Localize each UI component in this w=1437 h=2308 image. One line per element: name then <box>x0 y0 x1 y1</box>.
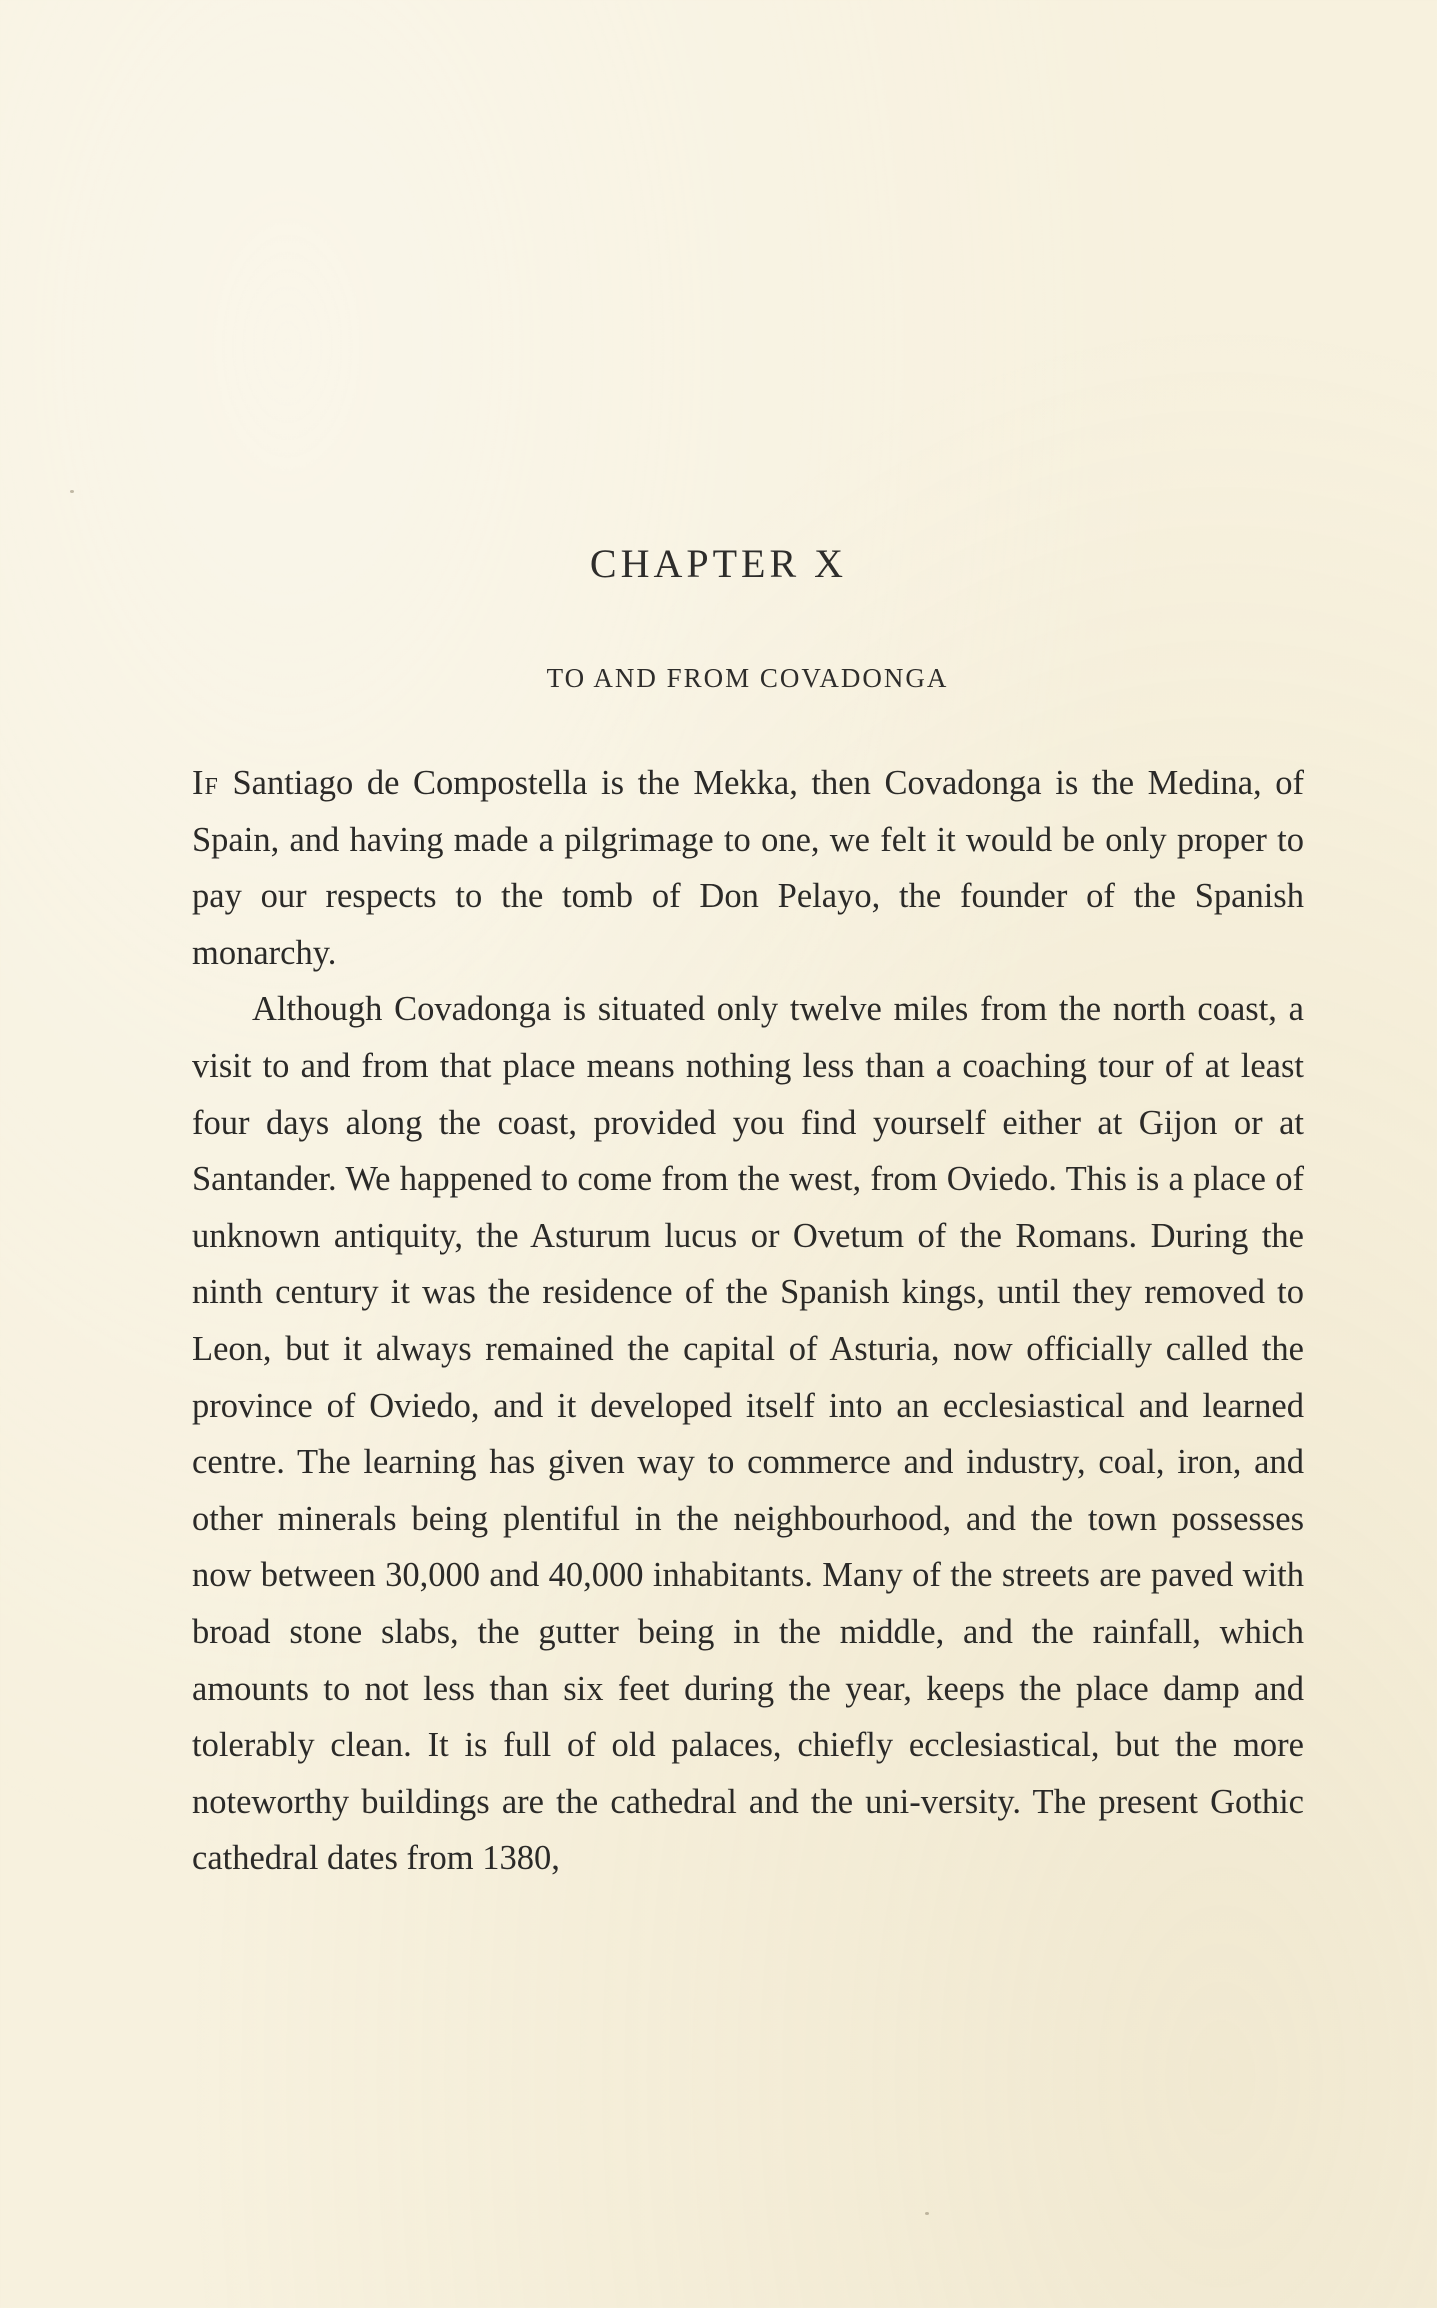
paragraph-lead-word: If <box>192 764 219 802</box>
paragraph-1-text: Santiago de Compostella is the Mekka, then Covadonga is the Medina, of Spain, and having made a pilgrimage to one, we felt it would be only proper to pay our respects to the tomb of Don Pelayo, the founder of the Spanish monarchy. <box>192 764 1304 972</box>
chapter-title: CHAPTER X <box>589 541 848 586</box>
body-text <box>192 755 1304 1887</box>
paper-speck <box>70 490 74 493</box>
paragraph-1 <box>192 755 1304 981</box>
paper-speck <box>925 2212 929 2215</box>
chapter-subtitle: TO AND FROM COVADONGA <box>546 663 949 693</box>
paragraph-2: Although Covadonga is situated only twelve miles from the north coast, a visit to and from that place means nothing less than a coaching tour of at least four days along the coast, provided you find yourself either at Gijon or at Santander. We happened to come from the west, from Oviedo. This is a place of unknown antiquity, the Asturum lucus or Ovetum of the Romans. During the ninth century it was the residence of the Spanish kings, until they removed to Leon, but it always remained the capital of Asturia, now officially called the province of Oviedo, and it developed itself into an ecclesiastical and learned centre. The learning has given way to commerce and industry, coal, iron, and other minerals being plentiful in the neighbourhood, and the town possesses now between 30,000 and 40,000 inhabitants. Many of the streets are paved with broad stone slabs, the gutter being in the middle, and the rainfall, which amounts to not less than six feet during the year, keeps the place damp and tolerably clean. It is full of old palaces, chiefly ecclesiastical, but the more noteworthy buildings are the cathedral and the uni-versity. The present Gothic cathedral dates from 1380, <box>192 990 1304 1878</box>
